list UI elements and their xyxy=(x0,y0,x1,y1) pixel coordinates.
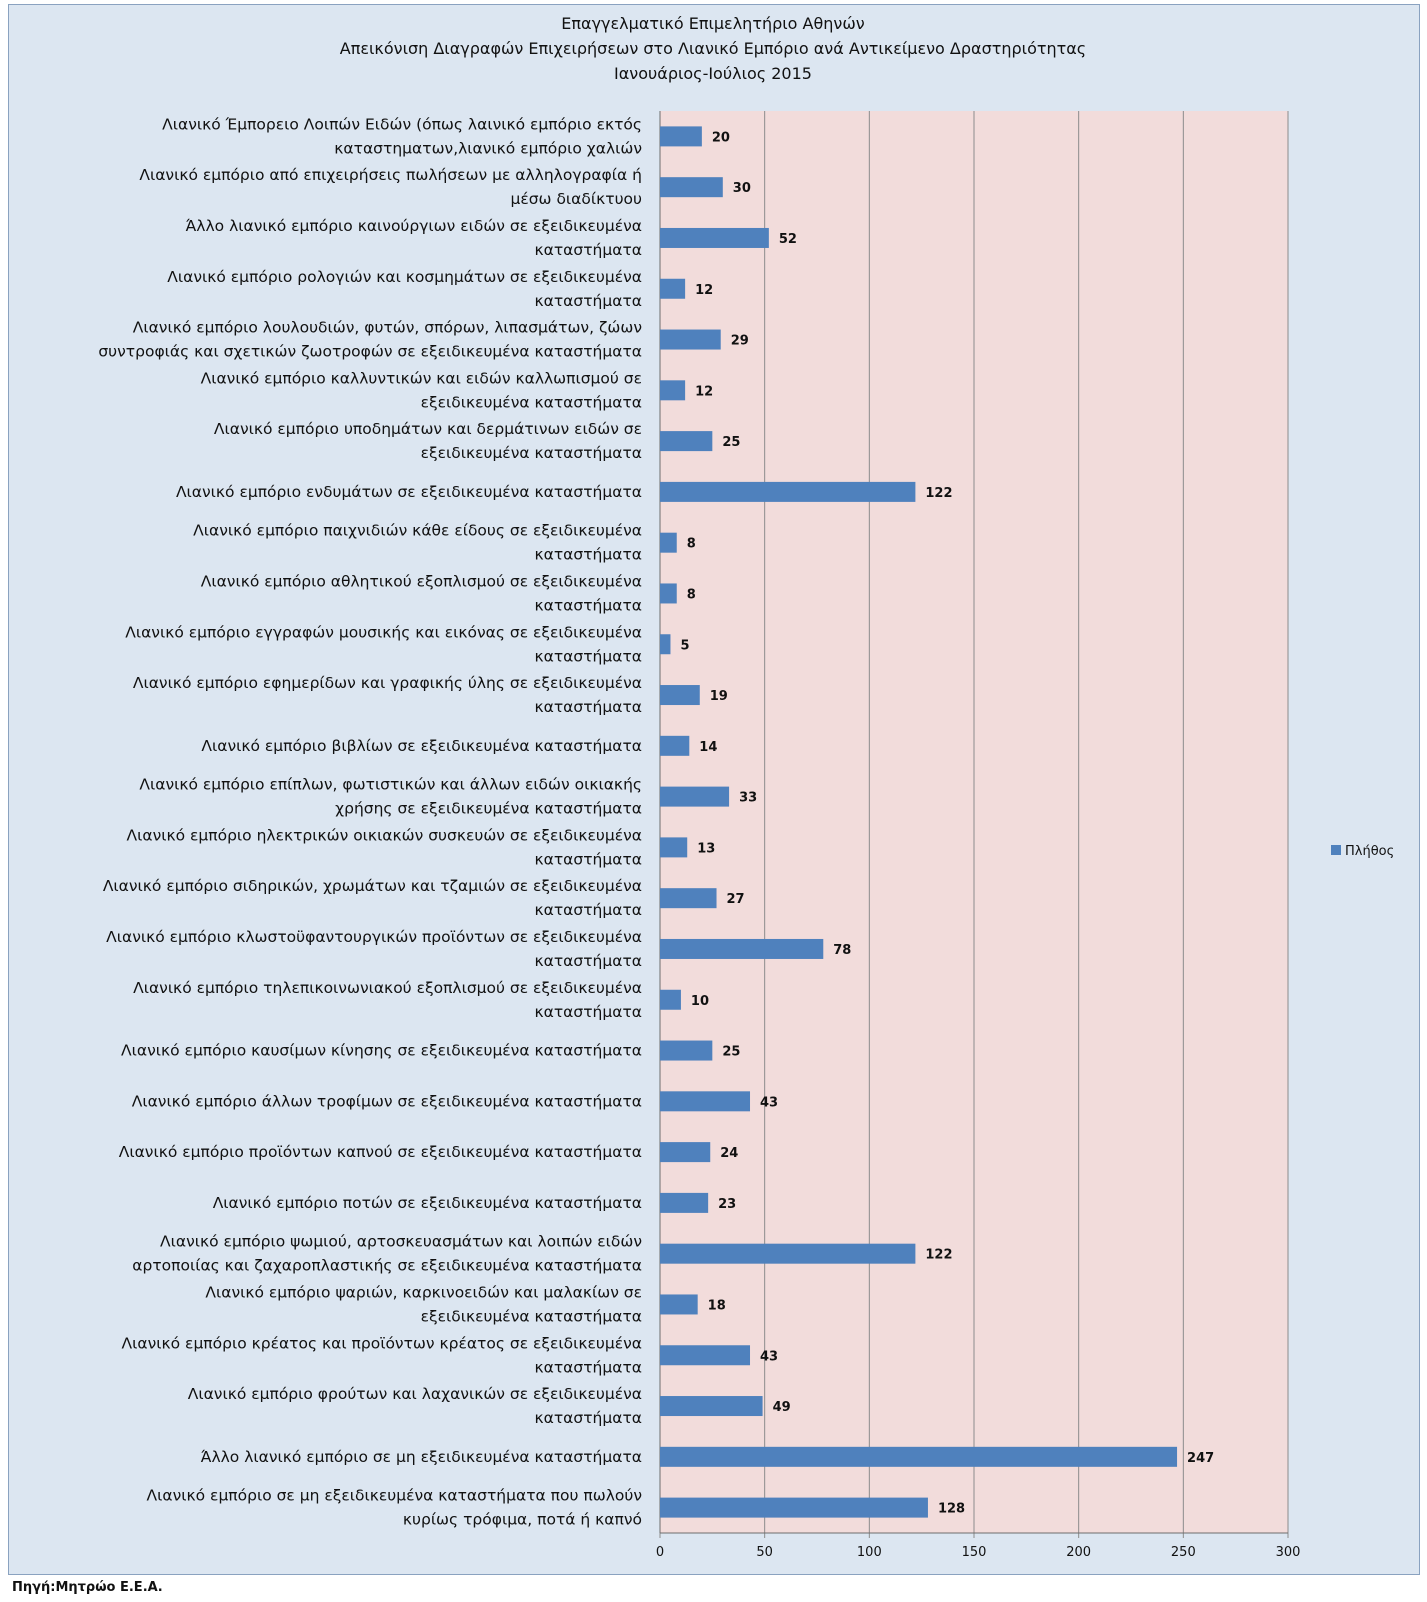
data-label: 49 xyxy=(772,1400,791,1416)
data-label: 5 xyxy=(680,638,690,654)
bar xyxy=(660,1091,750,1111)
category-label: Λιανικό εμπόριο εγγραφών μουσικής και εικόνας σε εξειδικευμένα xyxy=(125,623,642,642)
data-label: 52 xyxy=(778,231,797,247)
bar xyxy=(660,1294,698,1314)
data-label: 247 xyxy=(1187,1450,1215,1466)
bar xyxy=(660,939,823,959)
data-label: 18 xyxy=(707,1298,726,1314)
legend-label: Πλήθος xyxy=(1345,844,1395,859)
data-label: 25 xyxy=(722,1044,741,1060)
category-label: Λιανικό εμπόριο τηλεπικοινωνιακού εξοπλισμού σε εξειδικευμένα xyxy=(133,978,642,997)
x-tick-label: 0 xyxy=(655,1545,665,1560)
bar xyxy=(660,177,723,197)
bar xyxy=(660,482,915,502)
bar xyxy=(660,736,689,756)
data-label: 27 xyxy=(726,892,745,908)
bar xyxy=(660,990,681,1010)
category-label: καταστήματα xyxy=(534,951,642,970)
data-label: 19 xyxy=(709,689,728,705)
category-label: Λιανικό Έμπορειο Λοιπών Ειδών (όπως λαινικό εμπόριο εκτός xyxy=(162,115,642,134)
data-label: 8 xyxy=(686,587,696,603)
category-label: Λιανικό εμπόριο ψαριών, καρκινοειδών και μαλακίων σε xyxy=(205,1283,642,1302)
bar xyxy=(660,1041,712,1061)
bar xyxy=(660,583,677,603)
category-label: καταστήματα xyxy=(534,901,642,920)
category-label: Άλλο λιανικό εμπόριο σε μη εξειδικευμένα καταστήματα xyxy=(200,1447,642,1466)
category-label: χρήσης σε εξειδικευμένα καταστήματα xyxy=(335,799,642,818)
bar xyxy=(660,787,729,807)
category-label: καταστήματα xyxy=(534,647,642,666)
bar xyxy=(660,1142,710,1162)
category-label: καταστηματων,λιανικό εμπόριο χαλιών xyxy=(334,139,642,158)
bar xyxy=(660,330,721,350)
x-tick-label: 50 xyxy=(756,1545,773,1560)
data-label: 20 xyxy=(711,130,730,146)
bar xyxy=(660,228,769,248)
category-label: Λιανικό εμπόριο βιβλίων σε εξειδικευμένα καταστήματα xyxy=(201,736,642,755)
chart-title-line: Ιανουάριος-Ιούλιος 2015 xyxy=(614,64,812,83)
category-label: συντροφιάς και σχετικών ζωοτροφών σε εξειδικευμένα καταστήματα xyxy=(98,342,642,361)
bar xyxy=(660,1345,750,1365)
bar xyxy=(660,126,702,146)
x-tick-label: 300 xyxy=(1275,1545,1301,1560)
category-label: Λιανικό εμπόριο καυσίμων κίνησης σε εξειδικευμένα καταστήματα xyxy=(121,1041,642,1060)
data-label: 43 xyxy=(760,1349,779,1365)
bar xyxy=(660,533,677,553)
category-label: καταστήματα xyxy=(534,1358,642,1377)
category-label: εξειδικευμένα καταστήματα xyxy=(420,393,642,412)
data-label: 14 xyxy=(699,739,718,755)
source-note: Πηγή:Μητρώο Ε.Ε.Α. xyxy=(12,1580,163,1595)
x-tick-label: 200 xyxy=(1066,1545,1092,1560)
category-label: Λιανικό εμπόριο άλλων τροφίμων σε εξειδικευμένα καταστήματα xyxy=(131,1092,642,1111)
category-label: Λιανικό εμπόριο ενδυμάτων σε εξειδικευμένα καταστήματα xyxy=(175,482,642,501)
category-label: Λιανικό εμπόριο κλωστοϋφαντουργικών προϊόντων σε εξειδικευμένα xyxy=(106,927,642,946)
bar xyxy=(660,1498,928,1518)
category-label: Λιανικό εμπόριο φρούτων και λαχανικών σε εξειδικευμένα xyxy=(187,1385,642,1404)
category-label: Λιανικό εμπόριο από επιχειρήσεις πωλήσεων με αλληλογραφία ή xyxy=(139,166,642,185)
data-label: 78 xyxy=(833,942,852,958)
data-label: 30 xyxy=(732,181,751,197)
data-label: 128 xyxy=(937,1501,966,1517)
x-tick-label: 150 xyxy=(961,1545,987,1560)
category-label: μέσω διαδίκτυου xyxy=(510,190,642,209)
bar xyxy=(660,1447,1177,1467)
data-label: 13 xyxy=(697,841,716,857)
category-label: καταστήματα xyxy=(534,698,642,717)
category-label: Λιανικό εμπόριο σε μη εξειδικευμένα καταστήματα που πωλούν xyxy=(146,1486,642,1505)
chart-title-line: Απεικόνιση Διαγραφών Επιχειρήσεων στο Λιανικό Εμπόριο ανά Αντικείμενο Δραστηριότητας xyxy=(339,39,1087,58)
category-label: Λιανικό εμπόριο ψωμιού, αρτοσκευασμάτων και λοιπών ειδών xyxy=(160,1232,642,1251)
category-label: καταστήματα xyxy=(534,1409,642,1428)
category-label: καταστήματα xyxy=(534,240,642,259)
category-label: Άλλο λιανικό εμπόριο καινούργιων ειδών σε εξειδικευμένα xyxy=(185,216,642,235)
data-label: 29 xyxy=(730,333,749,349)
category-label: Λιανικό εμπόριο προϊόντων καπνού σε εξειδικευμένα καταστήματα xyxy=(118,1143,642,1162)
category-label: αρτοποιίας και ζαχαροπλαστικής σε εξειδικευμένα καταστήματα xyxy=(132,1256,642,1275)
category-label: Λιανικό εμπόριο εφημερίδων και γραφικής ύλης σε εξειδικευμένα xyxy=(132,674,642,693)
category-label: καταστήματα xyxy=(534,545,642,564)
category-label: Λιανικό εμπόριο καλλυντικών και ειδών καλλωπισμού σε xyxy=(200,369,642,388)
x-tick-label: 100 xyxy=(856,1545,882,1560)
legend-swatch xyxy=(1331,845,1341,855)
bar xyxy=(660,685,700,705)
category-label: Λιανικό εμπόριο κρέατος και προϊόντων κρέατος σε εξειδικευμένα xyxy=(121,1334,642,1353)
category-label: Λιανικό εμπόριο αθλητικού εξοπλισμού σε εξειδικευμένα xyxy=(200,572,642,591)
bar xyxy=(660,1193,708,1213)
data-label: 24 xyxy=(720,1146,739,1162)
category-label: Λιανικό εμπόριο επίπλων, φωτιστικών και άλλων ειδών οικιακής xyxy=(139,775,642,794)
data-label: 43 xyxy=(760,1095,779,1111)
x-tick-label: 250 xyxy=(1170,1545,1196,1560)
data-label: 12 xyxy=(695,384,714,400)
data-label: 12 xyxy=(695,282,714,298)
category-label: Λιανικό εμπόριο ρολογιών και κοσμημάτων σε εξειδικευμένα xyxy=(167,267,642,286)
bar xyxy=(660,888,717,908)
category-label: Λιανικό εμπόριο ποτών σε εξειδικευμένα καταστήματα xyxy=(212,1193,642,1212)
bar xyxy=(660,837,687,857)
category-label: Λιανικό εμπόριο ηλεκτρικών οικιακών συσκευών σε εξειδικευμένα xyxy=(126,826,642,845)
category-label: Λιανικό εμπόριο παιχνιδιών κάθε είδους σε εξειδικευμένα xyxy=(193,521,642,540)
data-label: 122 xyxy=(925,485,953,501)
data-label: 10 xyxy=(690,993,710,1009)
category-label: καταστήματα xyxy=(534,1002,642,1021)
data-label: 122 xyxy=(925,1247,953,1263)
bar xyxy=(660,279,685,299)
category-label: καταστήματα xyxy=(534,291,642,310)
chart-title-line: Επαγγελματικό Επιμελητήριο Αθηνών xyxy=(561,14,865,33)
category-label: Λιανικό εμπόριο σιδηρικών, χρωμάτων και τζαμιών σε εξειδικευμένα xyxy=(102,877,642,896)
category-label: καταστήματα xyxy=(534,596,642,615)
bar xyxy=(660,431,712,451)
bar xyxy=(660,380,685,400)
data-label: 8 xyxy=(686,536,696,552)
category-label: εξειδικευμένα καταστήματα xyxy=(420,444,642,463)
category-label: Λιανικό εμπόριο λουλουδιών, φυτών, σπόρων, λιπασμάτων, ζώων xyxy=(132,318,642,337)
category-label: εξειδικευμένα καταστήματα xyxy=(420,1307,642,1326)
category-label: κυρίως τρόφιμα, ποτά ή καπνό xyxy=(402,1510,642,1529)
data-label: 23 xyxy=(718,1196,737,1212)
bar xyxy=(660,1396,763,1416)
bar xyxy=(660,634,670,654)
bar xyxy=(660,1244,915,1264)
category-label: καταστήματα xyxy=(534,850,642,869)
data-label: 25 xyxy=(722,435,741,451)
data-label: 33 xyxy=(739,790,758,806)
category-label: Λιανικό εμπόριο υποδημάτων και δερμάτινων ειδών σε xyxy=(213,420,642,439)
